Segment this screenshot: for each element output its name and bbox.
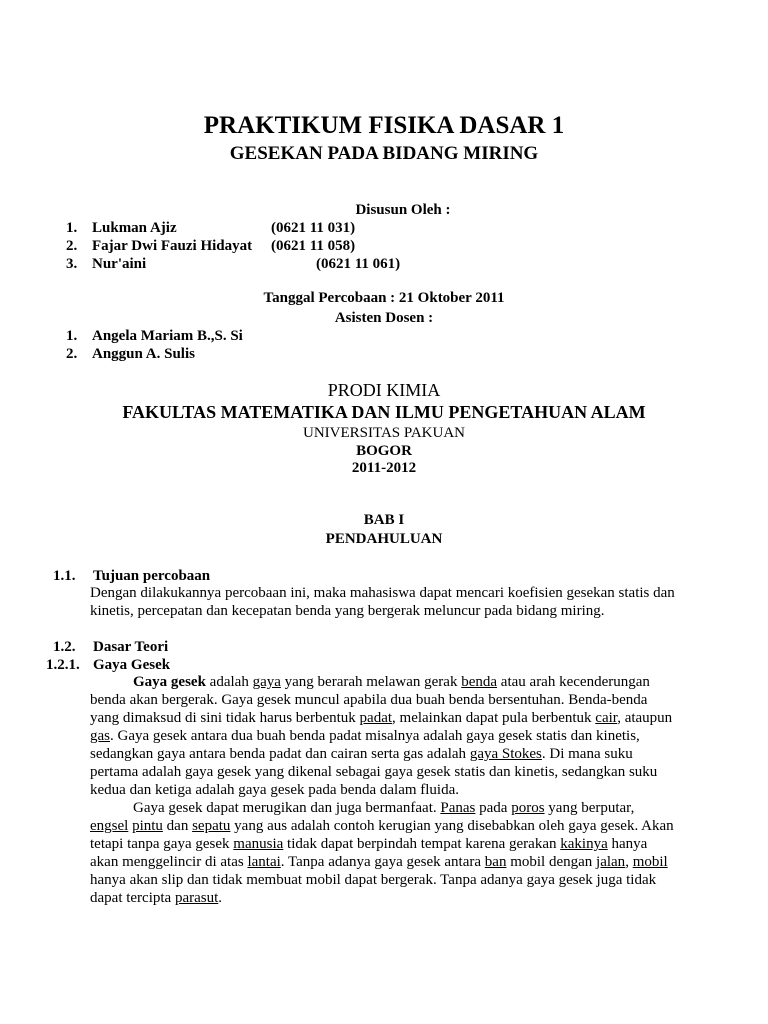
section-title: Tujuan percobaan	[93, 568, 211, 584]
paragraph-line	[90, 710, 672, 727]
text-run: dan	[162, 818, 193, 834]
paragraph-line: hanya akan slip dan tidak membuat mobil dapat bergerak. Tanpa adanya gaya gesek juga tidak	[90, 872, 657, 888]
paragraph-line	[133, 800, 634, 817]
link[interactable]: Panas	[440, 800, 476, 816]
link[interactable]: sepatu	[192, 818, 231, 834]
text-run: Gaya gesek dapat merugikan dan juga bermanfaat.	[133, 800, 441, 816]
link[interactable]: cair	[595, 710, 618, 726]
text-run: , melainkan dapat pula berbentuk	[392, 710, 596, 726]
university-name: UNIVERSITAS PAKUAN	[302, 425, 465, 441]
paragraph-line: Dengan dilakukannya percobaan ini, maka mahasiswa dapat mencari koefisien gesekan statis dan	[90, 585, 675, 601]
text-run: .	[218, 890, 223, 906]
link[interactable]: parasut	[174, 890, 219, 906]
faculty-name: FAKULTAS MATEMATIKA DAN ILMU PENGETAHUAN ALAM	[122, 402, 646, 422]
section-number: 1.1.	[53, 568, 76, 584]
author-number: 1.	[66, 220, 78, 236]
link[interactable]: jalan	[596, 854, 626, 870]
experiment-date: Tanggal Percobaan : 21 Oktober 2011	[263, 290, 505, 306]
chapter-number: BAB I	[363, 512, 405, 528]
city-name: BOGOR	[356, 443, 412, 459]
text-run: dapat tercipta	[90, 890, 175, 906]
paragraph-line	[90, 890, 222, 907]
assistant-number: 2.	[66, 346, 78, 362]
link[interactable]: padat	[359, 710, 393, 726]
author-id: (0621 11 058)	[271, 238, 356, 254]
author-id: (0621 11 031)	[271, 220, 356, 236]
link[interactable]: gas	[90, 728, 110, 744]
paragraph-line	[90, 836, 647, 853]
link[interactable]: gaya	[252, 674, 281, 690]
author-name: Fajar Dwi Fauzi Hidayat	[92, 238, 253, 254]
text-run: tetapi tanpa gaya gesek	[90, 836, 234, 852]
subsection-number: 1.2.1.	[46, 657, 80, 673]
paragraph-line: pertama adalah gaya gesek yang dikenal sebagai gaya gesek statis dan kinetis, sedangkan suku	[90, 764, 658, 780]
text-run: tidak dapat berpindah tempat karena gerakan	[283, 836, 561, 852]
text-run: akan menggelincir di atas	[90, 854, 248, 870]
text-run: mobil dengan	[506, 854, 597, 870]
text-run: adalah	[205, 674, 253, 690]
text-run: sedangkan gaya antara benda padat dan cairan serta gas adalah	[90, 746, 470, 762]
paragraph-line: kinetis, percepatan dan kecepatan benda yang bergerak meluncur pada bidang miring.	[90, 603, 605, 619]
text-run: ,	[625, 854, 633, 870]
chapter-title: PENDAHULUAN	[325, 531, 443, 547]
text-run: atau arah kecenderungan	[497, 674, 650, 690]
text-run: yang dimaksud di sini tidak harus berbentuk	[90, 710, 360, 726]
link[interactable]: lantai	[247, 854, 281, 870]
text-run: . Di mana suku	[541, 746, 633, 762]
author-name: Lukman Ajiz	[92, 220, 177, 236]
text-run: yang berarah melawan gerak	[280, 674, 462, 690]
author-name: Nur'aini	[92, 256, 147, 272]
term-bold: Gaya gesek	[133, 674, 206, 690]
subsection-title: Gaya Gesek	[93, 657, 171, 673]
link[interactable]: kakinya	[560, 836, 608, 852]
link[interactable]: ban	[484, 854, 507, 870]
paragraph-line	[90, 746, 633, 763]
section-number: 1.2.	[53, 639, 76, 655]
assistant-label: Asisten Dosen :	[334, 310, 434, 326]
paragraph-line	[133, 674, 650, 691]
assistant-name: Angela Mariam B.,S. Si	[92, 328, 243, 344]
paragraph-line	[90, 818, 674, 835]
academic-year: 2011-2012	[351, 460, 417, 476]
text-run: . Tanpa adanya gaya gesek antara	[280, 854, 485, 870]
document-title: PRAKTIKUM FISIKA DASAR 1	[203, 112, 565, 139]
paragraph-line: kedua dan ketiga adalah gaya gesek pada benda dalam fluida.	[90, 782, 460, 798]
link[interactable]: engsel	[90, 818, 129, 834]
assistant-name: Anggun A. Sulis	[92, 346, 195, 362]
link[interactable]: benda	[461, 674, 498, 690]
text-run: pada	[475, 800, 512, 816]
author-number: 2.	[66, 238, 78, 254]
text-run: yang aus adalah contoh kerugian yang disebabkan oleh gaya gesek. Akan	[230, 818, 674, 834]
document-subtitle: GESEKAN PADA BIDANG MIRING	[229, 143, 539, 164]
text-run: , ataupun	[617, 710, 673, 726]
link[interactable]: mobil	[632, 854, 668, 870]
link[interactable]: poros	[511, 800, 545, 816]
text-run: hanya	[607, 836, 648, 852]
program-name: PRODI KIMIA	[327, 380, 441, 400]
text-run: yang berputar,	[544, 800, 635, 816]
text-run: . Gaya gesek antara dua buah benda padat misalnya adalah gaya gesek statis dan kinetis,	[110, 728, 640, 744]
compiled-by-label: Disusun Oleh :	[355, 202, 451, 218]
link[interactable]: manusia	[233, 836, 284, 852]
paragraph-line	[90, 854, 668, 871]
paragraph-line	[90, 728, 640, 745]
assistant-number: 1.	[66, 328, 78, 344]
link[interactable]: gaya Stokes	[469, 746, 542, 762]
paragraph-line: benda akan bergerak. Gaya gesek muncul apabila dua buah benda bersentuhan. Benda-benda	[90, 692, 648, 708]
section-title: Dasar Teori	[93, 639, 169, 655]
link[interactable]: pintu	[132, 818, 163, 834]
author-id: (0621 11 061)	[316, 256, 401, 272]
author-number: 3.	[66, 256, 78, 272]
